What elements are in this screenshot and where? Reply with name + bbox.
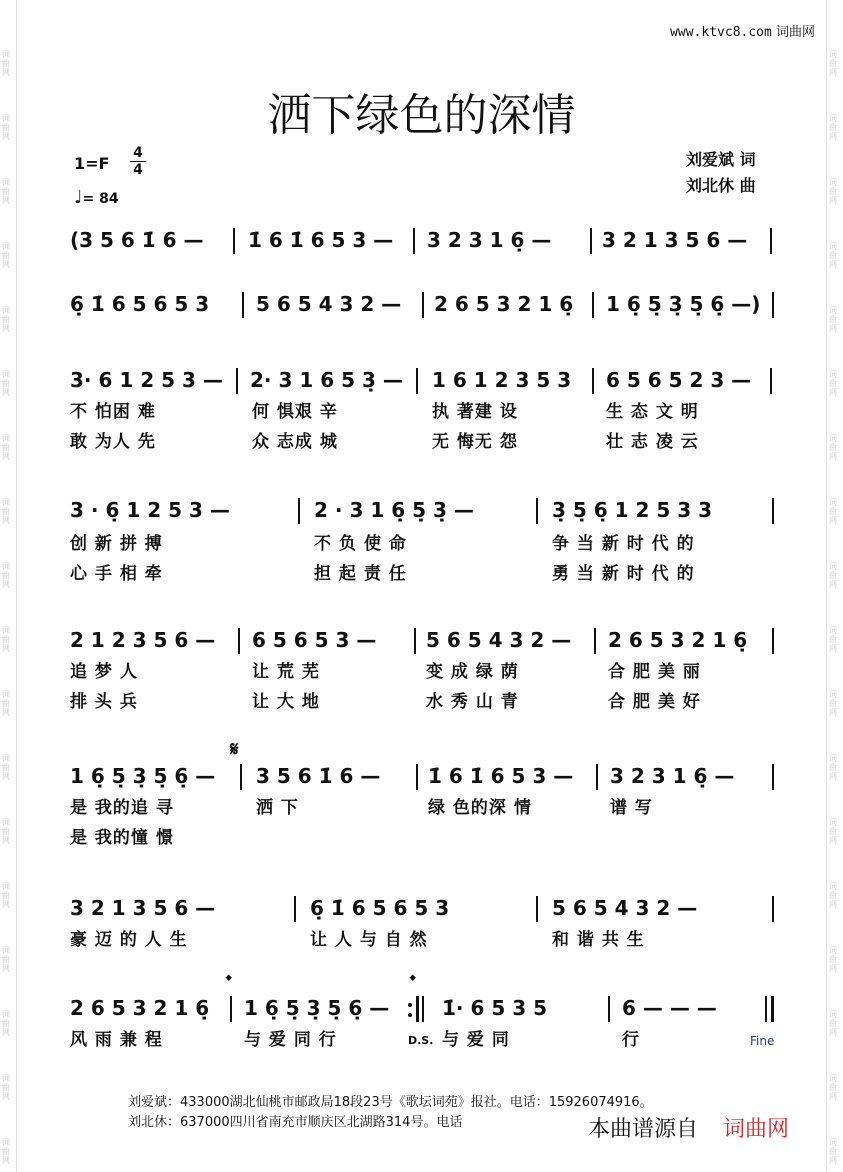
side-watermark-mark: 词曲网 bbox=[2, 306, 10, 333]
side-watermark-mark: 词曲网 bbox=[829, 306, 837, 333]
measure: 2 6 5 3 2 1 6̣ bbox=[70, 996, 210, 1020]
barline bbox=[422, 292, 424, 318]
side-watermark-mark: 词曲网 bbox=[829, 434, 837, 461]
barline bbox=[772, 498, 774, 524]
lyric-text: 水 秀 山 青 bbox=[426, 692, 519, 712]
barline bbox=[238, 628, 240, 654]
barline bbox=[592, 292, 594, 318]
side-watermark-mark: 词曲网 bbox=[2, 690, 10, 717]
lyric-text: 不 负 使 命 bbox=[314, 534, 407, 554]
song-title: 洒下绿色的深情 bbox=[267, 90, 576, 141]
measure: 6̣ 1̇ 6 5 6 5 3 bbox=[70, 292, 210, 316]
measure: 1 6̣ 5̣ 3̣ 5̣ 6̣ —) bbox=[606, 292, 761, 316]
barline bbox=[294, 896, 296, 922]
source-label: 本曲谱源自 bbox=[588, 1117, 699, 1142]
barline bbox=[298, 498, 300, 524]
barline bbox=[242, 292, 244, 318]
barline bbox=[594, 628, 596, 654]
measure: 3 2 3 1 6̣ — bbox=[427, 228, 552, 252]
left-watermark-strip bbox=[0, 0, 16, 1172]
lyric-text: 让 荒 芜 bbox=[252, 662, 320, 682]
lyric-text: 风 雨 兼 程 bbox=[70, 1030, 163, 1050]
side-watermark-mark: 词曲网 bbox=[2, 754, 10, 781]
barline bbox=[590, 228, 592, 254]
side-watermark-mark: 词曲网 bbox=[829, 50, 837, 77]
lyric-text: 创 新 拼 搏 bbox=[70, 534, 163, 554]
repeat-dots bbox=[408, 1000, 412, 1020]
measure: 6 5 6 5 2 3 — bbox=[606, 368, 752, 392]
lyric-text: 和 谐 共 生 bbox=[552, 930, 645, 950]
side-watermark-mark: 词曲网 bbox=[2, 434, 10, 461]
lyric-text: 与 爱 同 bbox=[442, 1030, 510, 1050]
barline bbox=[422, 996, 424, 1022]
time-signature-bottom: 4 bbox=[133, 162, 143, 178]
segno-sign: 𝄋 bbox=[230, 737, 239, 761]
side-watermark-mark: 词曲网 bbox=[2, 882, 10, 909]
measure: 2 6 5 3 2 1 6̣ bbox=[434, 292, 574, 316]
source-credit bbox=[588, 1116, 789, 1144]
lyric-text: 是 我的憧 憬 bbox=[70, 828, 174, 848]
barline bbox=[770, 228, 772, 254]
lyric-text: 壮 志 凌 云 bbox=[606, 432, 699, 452]
site-watermark bbox=[670, 24, 815, 42]
barline bbox=[596, 764, 598, 790]
side-watermark-mark: 词曲网 bbox=[2, 626, 10, 653]
barline bbox=[414, 628, 416, 654]
measure: 2 1 2 3 5 6 — bbox=[70, 628, 216, 652]
measure: 3 5 6 1̇ 6 — bbox=[256, 764, 381, 788]
barline bbox=[772, 896, 774, 922]
quarter-note-icon: ♩ bbox=[74, 187, 83, 208]
side-watermark-mark: 词曲网 bbox=[2, 946, 10, 973]
side-watermark-mark: 词曲网 bbox=[2, 818, 10, 845]
score-system-8 bbox=[70, 994, 780, 1022]
lyric-text: 争 当 新 时 代 的 bbox=[552, 534, 695, 554]
lyric-text: 合 肥 美 丽 bbox=[608, 662, 701, 682]
side-watermark-mark: 词曲网 bbox=[2, 178, 10, 205]
repeat-barline bbox=[416, 996, 419, 1022]
site-brand: 词曲网 bbox=[775, 25, 815, 40]
coda-sign: 𝄌 bbox=[410, 971, 416, 990]
side-watermark-mark: 词曲网 bbox=[829, 690, 837, 717]
lyric-text: 众 志成 城 bbox=[252, 432, 338, 452]
score-system-6 bbox=[70, 762, 780, 790]
side-watermark-mark: 词曲网 bbox=[829, 1074, 837, 1101]
score-system-1 bbox=[70, 226, 780, 254]
measure: (3 5 6 1̇ 6 — bbox=[70, 228, 204, 252]
barline bbox=[536, 896, 538, 922]
side-watermark-mark: 词曲网 bbox=[2, 114, 10, 141]
lyric-text: 敢 为人 先 bbox=[70, 432, 156, 452]
barline bbox=[416, 764, 418, 790]
lyric-text: 担 起 责 任 bbox=[314, 564, 407, 584]
barline bbox=[608, 996, 610, 1022]
fine-mark: Fine bbox=[750, 1034, 775, 1048]
side-watermark-mark: 词曲网 bbox=[829, 882, 837, 909]
side-watermark-mark: 词曲网 bbox=[829, 370, 837, 397]
lyric-text: 绿 色的深 情 bbox=[428, 798, 532, 818]
score-system-5 bbox=[70, 626, 780, 654]
right-watermark-strip bbox=[827, 0, 843, 1172]
lyric-text: 豪 迈 的 人 生 bbox=[70, 930, 188, 950]
score-system-3 bbox=[70, 366, 780, 394]
barline bbox=[770, 368, 772, 394]
barline bbox=[772, 292, 774, 318]
side-watermark-mark: 词曲网 bbox=[2, 1010, 10, 1037]
measure: 2 6 5 3 2 1 6̣ bbox=[608, 628, 748, 652]
score-system-7 bbox=[70, 894, 780, 922]
lyric-text: 是 我的追 寻 bbox=[70, 798, 174, 818]
measure: 2· 3 1 6 5 3̣ — bbox=[250, 368, 403, 392]
tempo-value: = 84 bbox=[82, 191, 119, 207]
side-watermark-mark: 词曲网 bbox=[829, 626, 837, 653]
composer-address: 刘北休：637000四川省南充市顺庆区北湖路314号。电话 bbox=[128, 1115, 463, 1130]
measure: 1̇· 6 5 3 5 bbox=[442, 996, 548, 1020]
lyric-text: 让 人 与 自 然 bbox=[310, 930, 428, 950]
time-signature bbox=[130, 146, 146, 177]
lyric-text: 排 头 兵 bbox=[70, 692, 138, 712]
measure: 1̇ 6 1̇ 6 5 3 — bbox=[428, 764, 574, 788]
lyric-text: 生 态 文 明 bbox=[606, 402, 699, 422]
measure: 3· 6 1 2 5 3 — bbox=[70, 368, 223, 392]
side-watermark-mark: 词曲网 bbox=[829, 498, 837, 525]
composer-credit: 刘北休 曲 bbox=[686, 176, 756, 195]
lyric-text: 追 梦 人 bbox=[70, 662, 138, 682]
measure: 5 6 5 4 3 2 — bbox=[426, 628, 572, 652]
barline bbox=[772, 764, 774, 790]
barline bbox=[536, 498, 538, 524]
barline bbox=[765, 996, 767, 1022]
measure: 1 6̣ 5̣ 3̣ 5̣ 6̣ — bbox=[244, 996, 390, 1020]
side-watermark-mark: 词曲网 bbox=[829, 818, 837, 845]
measure: 1 6̣ 5̣ 3̣ 5̣ 6̣ — bbox=[70, 764, 216, 788]
measure: 6 5 6 5 3 — bbox=[252, 628, 377, 652]
barline bbox=[233, 228, 235, 254]
side-watermark-mark: 词曲网 bbox=[829, 114, 837, 141]
measure: 3 2 1 3 5 6 — bbox=[70, 896, 216, 920]
final-barline bbox=[771, 996, 774, 1022]
barline bbox=[772, 628, 774, 654]
lyric-text: 行 bbox=[622, 1030, 640, 1050]
side-watermark-mark: 词曲网 bbox=[829, 178, 837, 205]
lyric-text: 心 手 相 牵 bbox=[70, 564, 163, 584]
measure: 1 6 1 2 3 5 3 bbox=[432, 368, 572, 392]
side-watermark-mark: 词曲网 bbox=[829, 754, 837, 781]
measure: 3 2 1 3 5 6 — bbox=[602, 228, 748, 252]
side-watermark-mark: 词曲网 bbox=[2, 562, 10, 589]
lyric-text: 勇 当 新 时 代 的 bbox=[552, 564, 695, 584]
dal-segno-mark: D.S. bbox=[408, 1034, 434, 1047]
barline bbox=[230, 996, 232, 1022]
side-watermark-mark: 词曲网 bbox=[829, 562, 837, 589]
side-watermark-mark: 词曲网 bbox=[2, 242, 10, 269]
measure: 1̇ 6 1̇ 6 5 3 — bbox=[248, 228, 394, 252]
lyric-text: 让 大 地 bbox=[252, 692, 320, 712]
lyric-text: 洒 下 bbox=[256, 798, 299, 818]
measure: 5 6 5 4 3 2 — bbox=[256, 292, 402, 316]
measure: 2 · 3 1 6̣ 5̣ 3̣ — bbox=[314, 498, 474, 522]
barline bbox=[416, 368, 418, 394]
side-watermark-mark: 词曲网 bbox=[2, 1074, 10, 1101]
measure: 3 2 3 1 6̣ — bbox=[610, 764, 735, 788]
side-watermark-mark: 词曲网 bbox=[2, 50, 10, 77]
side-watermark-mark: 词曲网 bbox=[2, 498, 10, 525]
source-brand: 词曲网 bbox=[723, 1117, 790, 1142]
score-system-4 bbox=[70, 496, 780, 524]
tempo-marking bbox=[74, 188, 119, 209]
lyric-text: 不 怕困 难 bbox=[70, 402, 156, 422]
score-system-2 bbox=[70, 290, 780, 318]
barline bbox=[236, 368, 238, 394]
lyric-text: 变 成 绿 荫 bbox=[426, 662, 519, 682]
time-signature-top: 4 bbox=[133, 145, 143, 161]
right-margin-line bbox=[826, 0, 827, 1172]
site-url: www.ktvc8.com bbox=[670, 25, 772, 40]
lyric-text: 与 爱 同 行 bbox=[244, 1030, 337, 1050]
measure: 6 — — — bbox=[622, 996, 717, 1020]
key-signature: 1=F bbox=[74, 154, 110, 173]
lyricist-address: 刘爱斌：433000湖北仙桃市邮政局18段23号《歌坛词苑》报社。电话：15926074916。 bbox=[128, 1095, 653, 1110]
lyric-text: 谱 写 bbox=[610, 798, 653, 818]
coda-sign: 𝄌 bbox=[226, 971, 232, 990]
left-margin-line bbox=[16, 0, 17, 1172]
lyricist-credit: 刘爱斌 词 bbox=[686, 150, 756, 169]
side-watermark-mark: 词曲网 bbox=[829, 1138, 837, 1165]
lyric-text: 合 肥 美 好 bbox=[608, 692, 701, 712]
side-watermark-mark: 词曲网 bbox=[829, 1010, 837, 1037]
side-watermark-mark: 词曲网 bbox=[2, 1138, 10, 1165]
barline bbox=[413, 228, 415, 254]
measure: 6̣ 1̇ 6 5 6 5 3 bbox=[310, 896, 450, 920]
barline bbox=[592, 368, 594, 394]
measure: 3 · 6̣ 1 2 5 3 — bbox=[70, 498, 230, 522]
measure: 5 6 5 4 3 2 — bbox=[552, 896, 698, 920]
lyric-text: 执 著建 设 bbox=[432, 402, 518, 422]
lyric-text: 无 悔无 怨 bbox=[432, 432, 518, 452]
barline bbox=[240, 764, 242, 790]
lyric-text: 何 惧艰 辛 bbox=[252, 402, 338, 422]
side-watermark-mark: 词曲网 bbox=[829, 946, 837, 973]
measure: 3̣ 5̣ 6̣ 1 2 5 3 3 bbox=[552, 498, 713, 522]
side-watermark-mark: 词曲网 bbox=[829, 242, 837, 269]
side-watermark-mark: 词曲网 bbox=[2, 370, 10, 397]
